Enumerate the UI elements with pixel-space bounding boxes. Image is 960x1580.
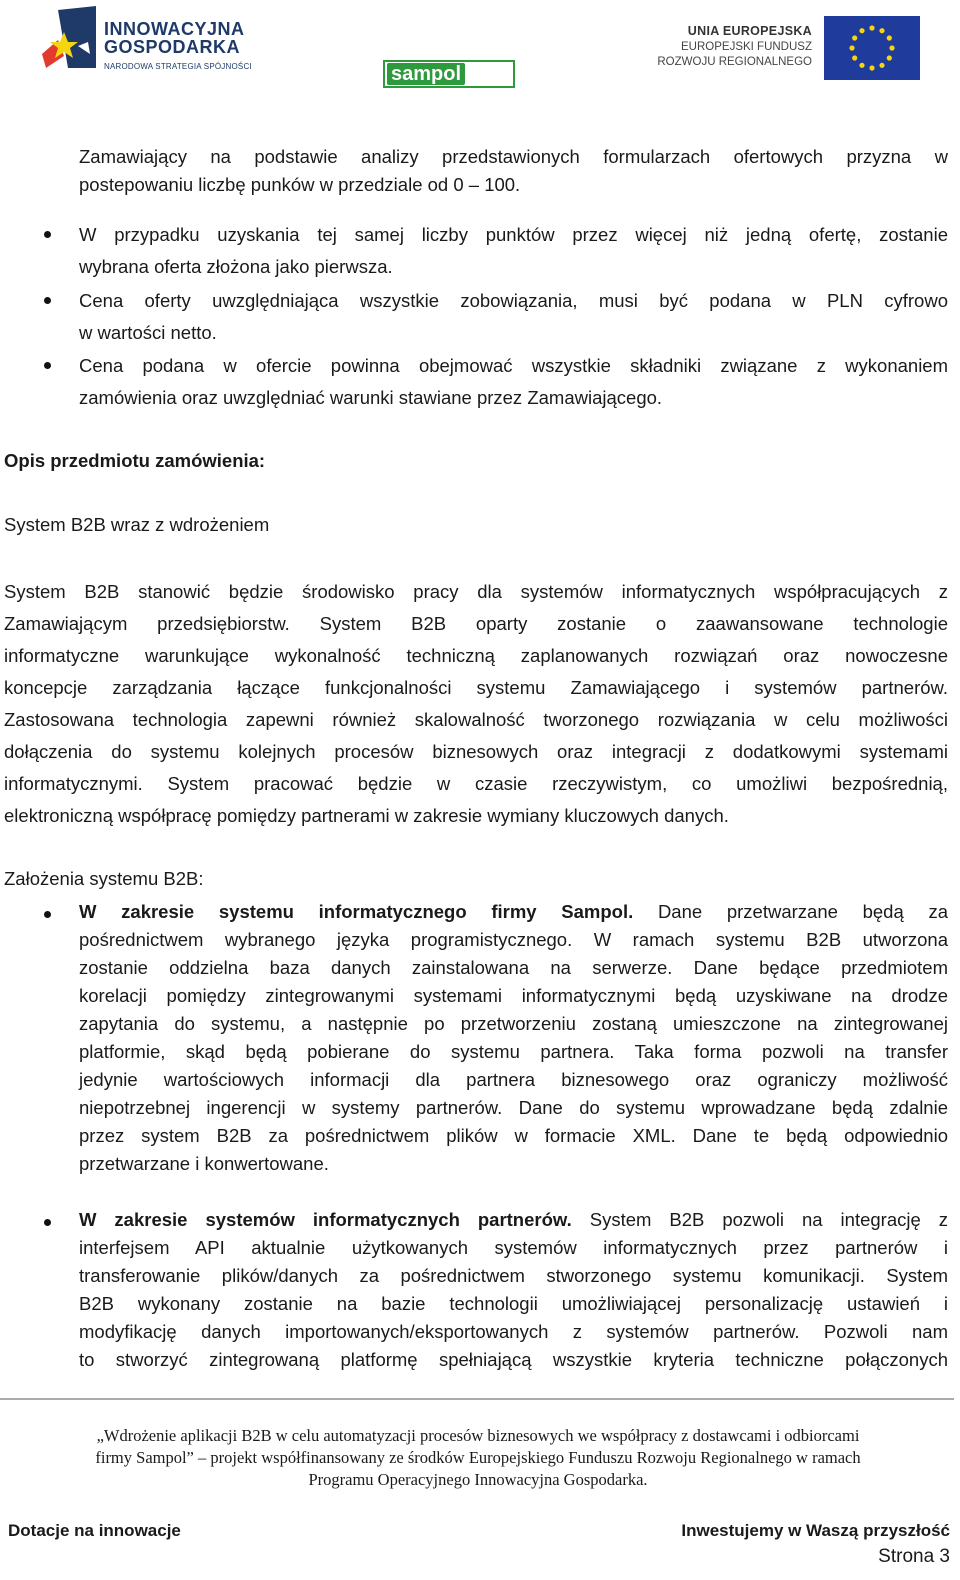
eu-logo-line1: UNIA EUROPEJSKA — [687, 24, 812, 38]
page-header — [0, 0, 960, 100]
intro-line-1: Zamawiający na podstawie analizy przedstawionych formularzach ofertowych przyzna w — [79, 146, 948, 167]
description-line-5: Zastosowana technologia zapewni również skalowalność tworzonego rozwiązania w celu możliwości — [4, 709, 948, 730]
star-flag-icon — [38, 6, 100, 74]
description-line-3: informatyczne warunkujące wykonalność techniczną zaplanowanych rozwiązań oraz nowoczesne — [4, 645, 948, 666]
bullet-3-line-2: zamówienia oraz uwzględniać warunki stawiane przez Zamawiającego. — [79, 387, 663, 408]
bullet-icon — [44, 362, 51, 369]
bullet-b2-line-1 — [79, 1206, 948, 1234]
eu-star-icon — [852, 35, 857, 40]
bullet-b1-line-1: pośrednictwem wybranego języka programistycznego. W ramach systemu B2B utworzona — [79, 929, 948, 950]
eu-star-icon — [879, 28, 884, 33]
bullet-b1-line-9: przetwarzane i konwertowane. — [79, 1153, 329, 1174]
bullet-b1-line-2: zostanie oddzielna baza danych zainstalowana na serwerze. Dane będące przedmiotem — [79, 957, 948, 978]
bullet-3-line-1: Cena podana w ofercie powinna obejmować wszystkie składniki związane z wykonaniem — [79, 355, 948, 376]
description-line-8: elektroniczną współpracę pomiędzy partnerami w zakresie wymiany kluczowych danych. — [4, 805, 729, 826]
bullet-b1-line-8: przez system B2B za pośrednictwem plików w formacie XML. Dane te będą odpowiednio — [79, 1125, 948, 1146]
innowacyjna-gospodarka-logo — [38, 6, 278, 74]
eu-star-icon — [887, 35, 892, 40]
eu-flag-icon — [824, 16, 920, 80]
bullet-b1-line-7: niepotrzebnej ingerencji w systemy partnerów. Dane do systemu wprowadzane będą zdalnie — [79, 1097, 948, 1118]
sampol-logo-text: sampol — [387, 63, 465, 85]
eu-star-icon — [852, 55, 857, 60]
bullet-b1-line-4: zapytania do systemu, a następnie po przetworzeniu zostaną umieszczone na zintegrowanej — [79, 1013, 948, 1034]
bullet-b1-rest: Dane przetwarzane będą za — [633, 901, 948, 922]
logo-left-subtitle: NARODOWA STRATEGIA SPÓJNOŚCI — [104, 62, 252, 71]
footer-quote-line-1: „Wdrożenie aplikacji B2B w celu automatyzacji procesów biznesowych we współpracy z dostawcami i odbiorcami — [96, 1426, 860, 1445]
eu-star-icon — [869, 25, 874, 30]
eu-star-icon — [879, 63, 884, 68]
bullet-b1-line-1 — [79, 898, 948, 926]
bullet-b2-line-3: B2B wykonany zostanie na bazie technologii umożliwiającej personalizację ustawień i — [79, 1293, 948, 1314]
page-number: Strona 3 — [878, 1546, 950, 1567]
footer-divider — [0, 1398, 954, 1400]
eu-star-icon — [849, 45, 854, 50]
description-line-6: dołączenia do systemu kolejnych procesów biznesowych oraz integracji z dodatkowymi systemami — [4, 741, 948, 762]
eu-star-icon — [869, 65, 874, 70]
section-subtitle: System B2B wraz z wdrożeniem — [4, 514, 270, 535]
description-line-7: informatycznymi. System pracować będzie w czasie rzeczywistym, co umożliwi bezpośrednią, — [4, 773, 948, 794]
bullet-b1-bold: W zakresie systemu informatycznego firmy Sampol. — [79, 901, 634, 922]
eu-logo — [652, 14, 922, 82]
footer-right-text: Inwestujemy w Waszą przyszłość — [681, 1521, 950, 1540]
bullet-2-line-2: w wartości netto. — [79, 322, 217, 343]
description-line-1: System B2B stanowić będzie środowisko pracy dla systemów informatycznych współpracujących z — [4, 581, 948, 602]
section-heading: Opis przedmiotu zamówienia: — [4, 450, 266, 471]
eu-star-icon — [887, 55, 892, 60]
intro-line-2: postepowaniu liczbę punków w przedziale od 0 – 100. — [79, 174, 521, 195]
bullet-b1-line-6: jedynie wartościowych informacji dla partnera biznesowego oraz ograniczy możliwość — [79, 1069, 948, 1090]
bullet-b2-line-1: interfejsem API aktualnie użytkowanych systemów informatycznych przez partnerów i — [79, 1237, 948, 1258]
bullet-icon — [44, 231, 51, 238]
sampol-logo — [383, 60, 515, 88]
footer-left-text: Dotacje na innowacje — [8, 1521, 181, 1540]
footer-quote-line-2: firmy Sampol” – projekt współfinansowany ze środków Europejskiego Funduszu Rozwoju Regionalnego w ramach — [95, 1448, 861, 1467]
bullet-b1-line-3: korelacji pomiędzy zintegrowanymi systemami informatycznymi będą uzyskiwane na drodze — [79, 985, 948, 1006]
bullet-b2-line-5: to stworzyć zintegrowaną platformę spełniającą wszystkie kryteria techniczne połączonych — [79, 1349, 948, 1370]
bullet-icon — [44, 1219, 51, 1226]
eu-star-icon — [889, 45, 894, 50]
bullet-icon — [44, 911, 51, 918]
bullet-1-line-2: wybrana oferta złożona jako pierwsza. — [79, 256, 393, 277]
bullet-b1-line-5: platformie, skąd będą pobierane do systemu partnera. Taka forma pozwoli na transfer — [79, 1041, 948, 1062]
logo-left-title: INNOWACYJNA GOSPODARKA — [104, 19, 245, 57]
bullet-icon — [44, 297, 51, 304]
eu-star-icon — [859, 63, 864, 68]
bullet-b2-line-2: transferowanie plików/danych za pośrednictwem stworzonego systemu komunikacji. System — [79, 1265, 948, 1286]
assumptions-label: Założenia systemu B2B: — [4, 868, 204, 889]
eu-star-icon — [859, 28, 864, 33]
description-line-4: koncepcje zarządzania łączące funkcjonalności systemu Zamawiającego i systemów partnerów. — [4, 677, 948, 698]
bullet-2-line-1: Cena oferty uwzględniająca wszystkie zobowiązania, musi być podana w PLN cyfrowo — [79, 290, 948, 311]
bullet-b2-rest: System B2B pozwoli na integrację z — [571, 1209, 948, 1230]
footer-quote-line-3: Programu Operacyjnego Innowacyjna Gospodarka. — [308, 1470, 648, 1489]
bullet-1-line-1: W przypadku uzyskania tej samej liczby punktów przez więcej niż jedną ofertę, zostanie — [79, 224, 948, 245]
bullet-b2-line-4: modyfikację danych importowanych/eksportowanych z systemów partnerów. Pozwoli nam — [79, 1321, 948, 1342]
eu-logo-line3: ROZWOJU REGIONALNEGO — [657, 56, 812, 68]
bullet-b2-bold: W zakresie systemów informatycznych partnerów. — [79, 1209, 572, 1230]
eu-logo-line2: EUROPEJSKI FUNDUSZ — [681, 41, 812, 53]
description-line-2: Zamawiającym przedsiębiorstw. System B2B oparty zostanie o zaawansowane technologie — [4, 613, 948, 634]
